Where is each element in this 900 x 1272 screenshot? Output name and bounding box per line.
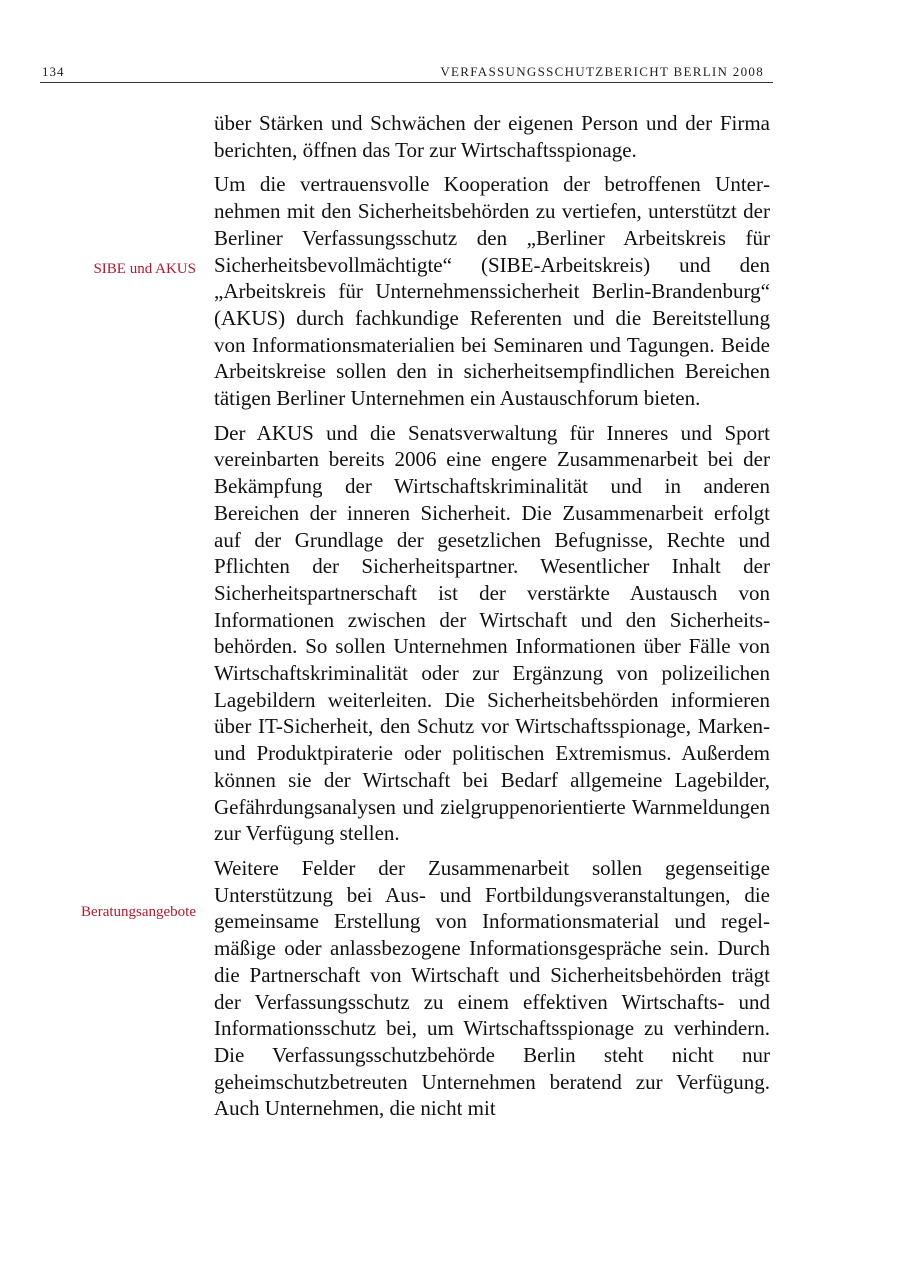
paragraph: über Stärken und Schwächen der eigenen Person und der Firma berichten, öffnen das Tor zur Wirtschaftsspionage.	[214, 111, 770, 162]
page-number: 134	[42, 64, 65, 79]
paragraph: Weitere Felder der Zusammenarbeit sollen gegenseitige Unterstützung bei Aus- und Fortbildungsveranstaltungen, die gemeinsame Erstellung von Informationsmaterial und regelmäßige oder anlassbezogene Informationsgespräche sein. Durch die Partnerschaft von Wirtschaft und Sicherheitsbehörden trägt der Verfassungsschutz zu einem effektiven Wirtschafts- und Informationsschutz bei, um Wirtschaftsspionage zu verhindern. Die Verfassungsschutzbehörde Berlin steht nicht nur geheimschutzbetreuten Unternehmen beratend zur Verfügung. Auch Unternehmen, die nicht mit	[214, 855, 770, 1121]
margin-note-beratungsangebote: Beratungsangebote	[81, 904, 196, 920]
paragraph: Der AKUS und die Senatsverwaltung für Inneres und Sport vereinbarten bereits 2006 eine engere Zusammenarbeit bei der Bekämpfung der Wirtschaftskriminalität und in anderen Bereichen der inneren Sicherheit. Die Zusammenarbeit erfolgt auf der Grundlage der gesetzlichen Befugnisse, Rechte und Pflichten der Sicherheitspartner. Wesentlicher Inhalt der Sicherheitspartnerschaft ist der verstärkte Austausch von Informationen zwischen der Wirtschaft und den Sicherheitsbehörden. So sollen Unternehmen Informationen über Fälle von Wirtschaftskriminalität oder zur Ergänzung von polizeilichen Lagebildern weiterleiten. Die Sicherheitsbehörden informieren über IT-Sicherheit, den Schutz vor Wirtschaftsspionage, Marken- und Produktpiraterie oder politischen Extremismus. Außerdem können sie der Wirtschaft bei Bedarf allgemeine Lagebilder, Gefährdungsanalysen und zielgruppenorientierte Warnmeldungen zur Verfügung stellen.	[214, 420, 770, 846]
body-text	[214, 110, 770, 1122]
margin-note-sibe-akus: SIBE und AKUS	[93, 261, 196, 277]
paragraph: Um die vertrauensvolle Kooperation der betroffenen Unternehmen mit den Sicherheitsbehörden zu vertiefen, unterstützt der Berliner Verfassungsschutz den „Berliner Arbeitskreis für Sicherheitsbevollmächtigte“ (SIBE-Arbeitskreis) und den „Arbeitskreis für Unternehmenssicherheit Berlin-Brandenburg“ (AKUS) durch fachkundige Referenten und die Bereitstellung von Informationsmaterialien bei Seminaren und Tagungen. Beide Arbeitskreise sollen den in sicherheitsempfindlichen Bereichen tätigen Berliner Unternehmen ein Austauschforum bieten.	[214, 172, 770, 411]
header-rule	[40, 82, 773, 83]
running-title: VERFASSUNGSSCHUTZBERICHT BERLIN 2008	[440, 64, 764, 79]
